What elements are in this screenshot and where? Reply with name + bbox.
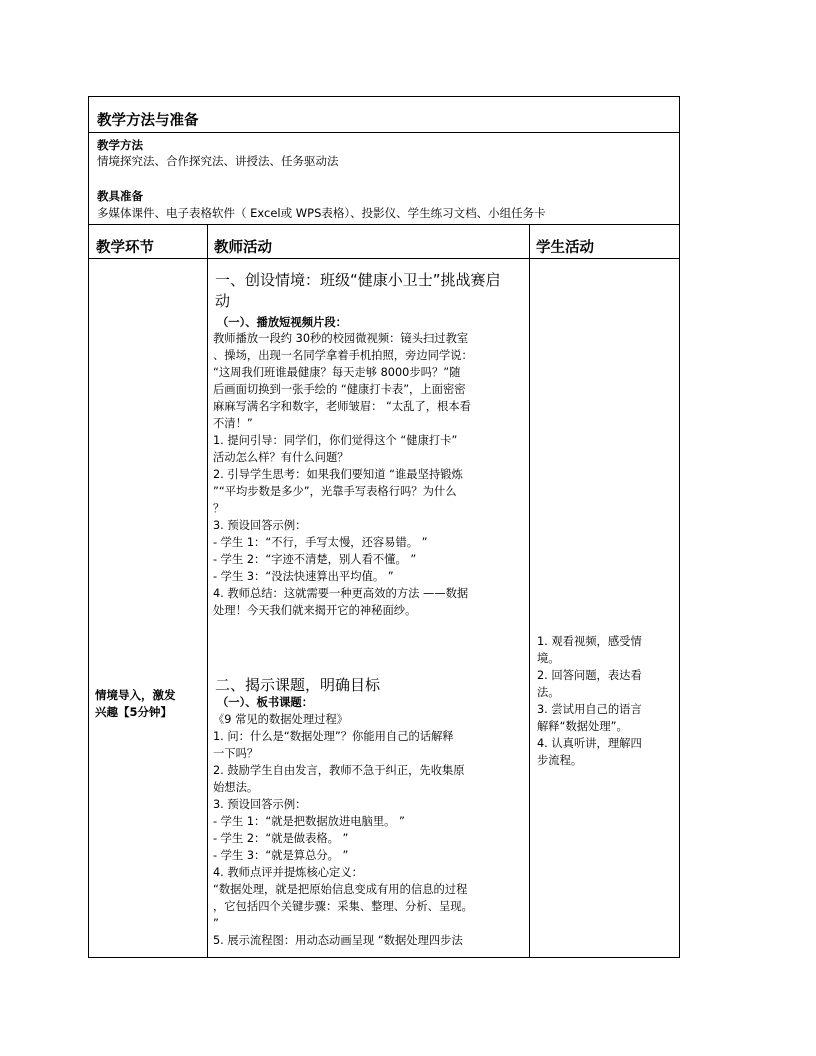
student-activity-cell — [530, 259, 679, 957]
methods-and-tools-block — [89, 133, 679, 225]
text-line: 步流程。 — [537, 754, 583, 767]
tools-label: 教具准备 — [97, 189, 143, 203]
column-header-teacher-label: 教师活动 — [214, 240, 272, 256]
stage-name-line: 兴趣【5分钟】 — [95, 705, 173, 719]
stage-cell — [89, 259, 207, 957]
text-line: 麻麻写满名字和数字，老师皱眉： “太乱了，根本看 — [213, 400, 471, 413]
text-line: - 学生 1：“就是把数据放进电脑里。 ” — [213, 815, 405, 828]
text-line: 解释“数据处理”。 — [537, 720, 628, 733]
text-line: 1. 提问引导：同学们，你们觉得这个 “健康打卡” — [213, 434, 458, 447]
section-heading: 一、创设情境：班级“健康小卫士”挑战赛启 — [215, 271, 501, 289]
text-line: 3. 预设回答示例： — [213, 519, 307, 532]
text-line: “数据处理，就是把原始信息变成有用的信息的过程 — [213, 883, 468, 896]
text-line: 一下吗？ — [213, 747, 259, 760]
methods-text: 情境探究法、合作探究法、讲授法、任务驱动法 — [97, 154, 339, 168]
text-line: - 学生 3：“没法快速算出平均值。 ” — [213, 570, 394, 583]
text-line: 《9 常见的数据处理过程》 — [213, 713, 349, 726]
section-heading: 二、揭示课题，明确目标 — [215, 676, 381, 694]
text-line: 活动怎么样？有什么问题？ — [213, 451, 349, 464]
text-line: 、操场，出现一名同学拿着手机拍照，旁边同学说： — [213, 349, 473, 362]
column-header-student-label: 学生活动 — [536, 240, 594, 256]
column-header-teacher — [207, 225, 529, 259]
text-line: “这周我们班谁最健康？每天走够 8000步吗？”随 — [213, 366, 461, 379]
text-line: 始想法。 — [213, 781, 259, 794]
subsection-heading: （一）、板书课题： — [217, 696, 314, 709]
text-line: ，它包括四个关键步骤：采集、整理、分析、呈现。 — [213, 900, 473, 913]
text-line: 5. 展示流程图：用动态动画呈现 “数据处理四步法 — [213, 934, 463, 947]
text-line: 4. 教师总结：这就需要一种更高效的方法 ——数据 — [213, 587, 469, 600]
text-line: 处理！今天我们就来揭开它的神秘面纱。 — [213, 604, 417, 617]
text-line: 不清！” — [213, 417, 253, 430]
text-line: ”“平均步数是多少”，光靠手写表格行吗？为什么 — [213, 485, 457, 498]
section-title: 教学方法与准备 — [97, 113, 199, 129]
text-line: 法。 — [537, 686, 560, 699]
text-line: 后画面切换到一张手绘的 “健康打卡表”，上面密密 — [213, 383, 466, 396]
text-line: 1. 问：什么是“数据处理”？你能用自己的话解释 — [213, 730, 454, 743]
text-line: 4. 认真听讲，理解四 — [537, 737, 642, 750]
text-line: - 学生 3：“就是算总分。 ” — [213, 849, 349, 862]
column-header-student — [529, 225, 679, 259]
teacher-activity-cell — [208, 259, 529, 957]
column-header-stage-label: 教学环节 — [96, 240, 154, 256]
tools-text: 多媒体课件、电子表格软件（ Excel或 WPS表格）、投影仪、学生练习文档、小组任务卡 — [97, 206, 546, 220]
methods-label: 教学方法 — [97, 138, 143, 152]
lesson-plan-table — [88, 96, 680, 958]
text-line: 1. 观看视频，感受情 — [537, 635, 642, 648]
column-header-stage — [89, 225, 207, 259]
section-heading: 动 — [215, 292, 231, 310]
text-line: ？ — [213, 502, 225, 515]
text-line: 2. 鼓励学生自由发言，教师不急于纠正，先收集原 — [213, 764, 465, 777]
methods-section-header — [89, 97, 679, 133]
text-line: 3. 预设回答示例： — [213, 798, 307, 811]
text-line: 教师播放一段约 30秒的校园微视频：镜头扫过教室 — [213, 332, 469, 345]
text-line: - 学生 1：“不行，手写太慢，还容易错。 ” — [213, 536, 428, 549]
text-line: - 学生 2：“就是做表格。 ” — [213, 832, 349, 845]
text-line: 4. 教师点评并提炼核心定义： — [213, 866, 363, 879]
text-line: 境。 — [537, 652, 560, 665]
text-line: - 学生 2：“字迹不清楚，别人看不懂。 ” — [213, 553, 417, 566]
text-line: ” — [213, 917, 219, 930]
text-line: 3. 尝试用自己的语言 — [537, 703, 642, 716]
stage-name-line: 情境导入，激发 — [95, 688, 176, 702]
subsection-heading: （一）、播放短视频片段： — [217, 316, 347, 329]
text-line: 2. 回答问题，表达看 — [537, 669, 642, 682]
text-line: 2. 引导学生思考：如果我们要知道 “谁最坚持锻炼 — [213, 468, 463, 481]
